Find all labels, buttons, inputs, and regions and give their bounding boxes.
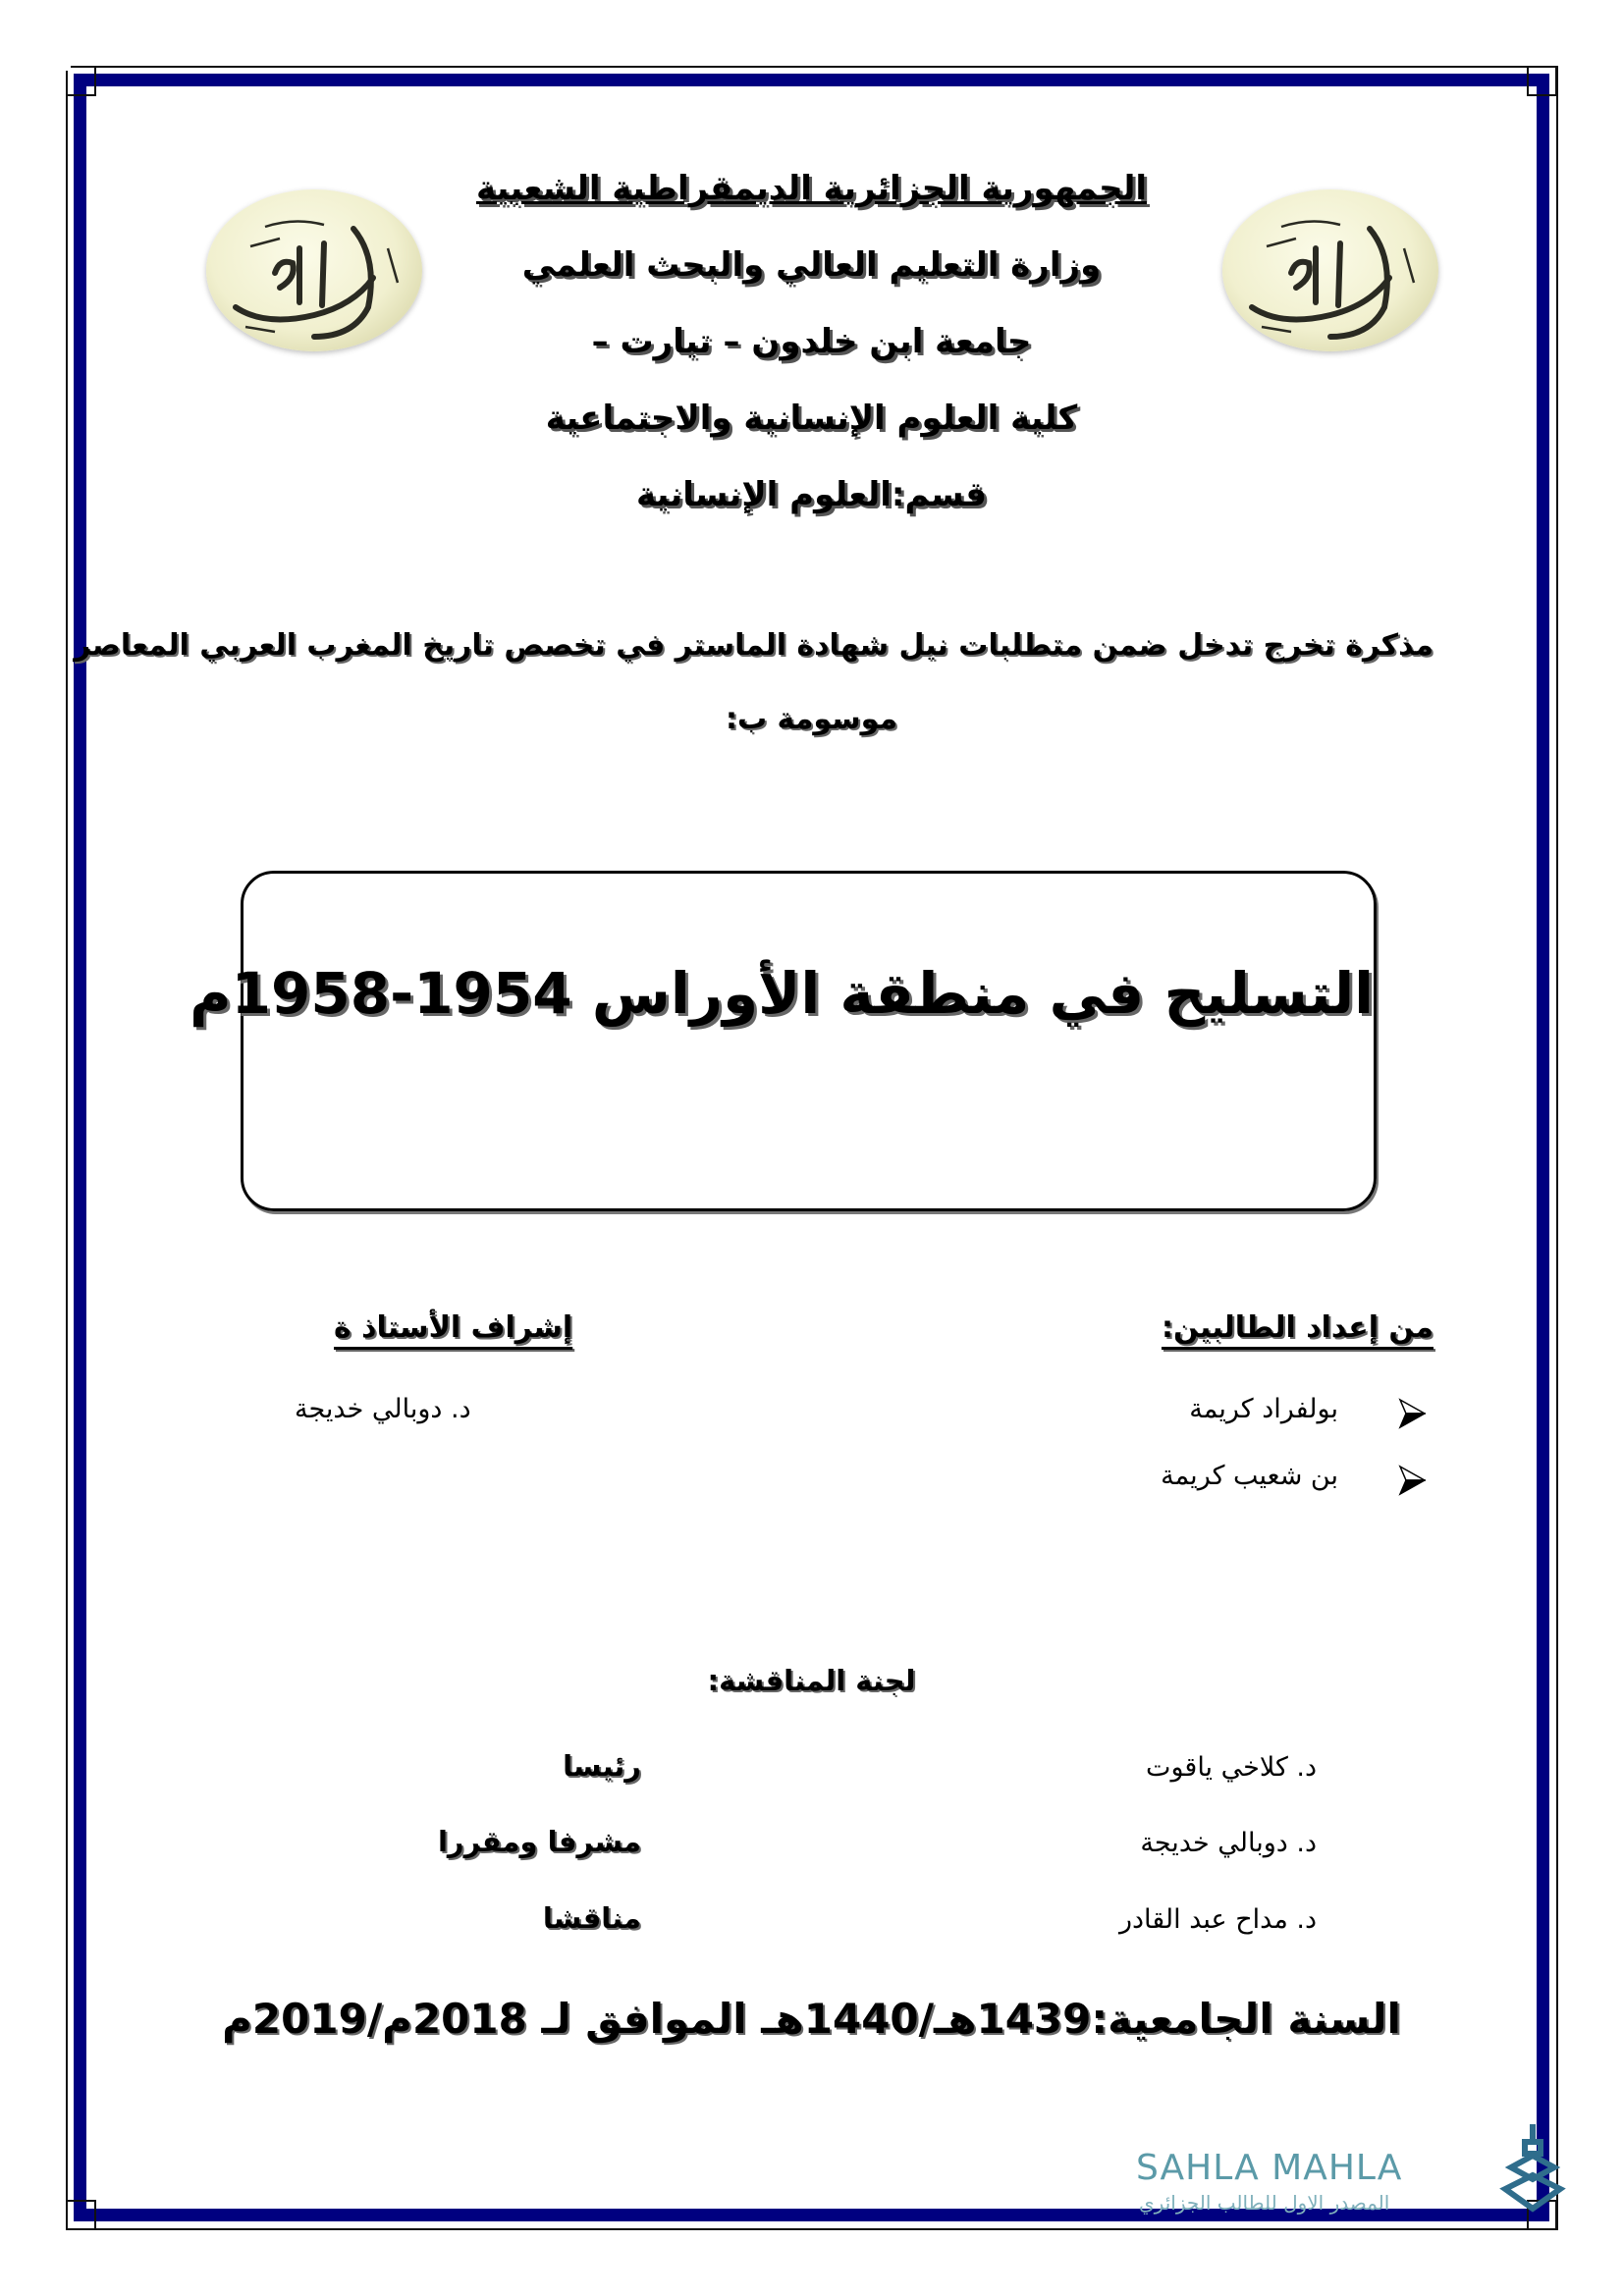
frame-gap — [59, 59, 71, 71]
committee-member-role-3: مناقشا — [542, 1901, 641, 1935]
thesis-title: التسليح في منطقة الأوراس 1954-1958م — [189, 960, 1374, 1027]
sahla-mahla-logo-icon — [1497, 2120, 1568, 2218]
students-heading: من إعداد الطالبين: — [1161, 1310, 1434, 1345]
header-department: قسم:العلوم الإنسانية — [635, 475, 988, 514]
watermark-brand: SAHLA MAHLA — [1136, 2148, 1403, 2188]
arrow-bullet-icon — [1398, 1465, 1426, 1496]
memo-description: مذكرة تخرج تدخل ضمن متطلبات نيل شهادة الماستر في تخصص تاريخ المغرب العربي المعاصر — [74, 628, 1434, 663]
committee-member-name-2: د. دوبالي خديجة — [1140, 1828, 1317, 1858]
student-name-1: بولفراد كريمة — [1189, 1394, 1338, 1424]
arrow-bullet-icon — [1398, 1398, 1426, 1429]
header-faculty: كلية العلوم الإنسانية والاجتماعية — [545, 399, 1078, 438]
student-name-2: بن شعيب كريمة — [1161, 1461, 1338, 1491]
supervisor-heading: إشراف الأستاذ ة — [334, 1310, 573, 1345]
academic-year: السنة الجامعية:1439هـ/1440هـ الموافق لـ 2018م/2019م — [222, 1995, 1401, 2043]
titled-by-label: موسومة ب: — [725, 702, 898, 736]
header-ministry: وزارة التعليم العالي والبحث العلمي — [521, 245, 1102, 285]
watermark-tagline: المصدر الاول للطالب الجزائري — [1139, 2191, 1390, 2215]
committee-member-name-1: د. كلاخي ياقوت — [1146, 1752, 1317, 1783]
header-university: جامعة ابن خلدون – تيارت – — [591, 322, 1032, 361]
thesis-title-box — [189, 871, 1377, 1211]
committee-member-role-2: مشرفا ومقررا — [437, 1825, 641, 1858]
committee-heading: لجنة المناقشة: — [707, 1664, 916, 1697]
corner-ornament-top-right — [1527, 66, 1557, 96]
header-republic: الجمهورية الجزائرية الديمقراطية الشعبية — [476, 169, 1147, 208]
committee-member-name-3: د. مداح عبد القادر — [1118, 1904, 1317, 1935]
corner-ornament-bottom-left — [66, 2200, 96, 2230]
supervisor-name: د. دوبالي خديجة — [295, 1394, 471, 1424]
committee-member-role-1: رئيسا — [563, 1749, 641, 1783]
